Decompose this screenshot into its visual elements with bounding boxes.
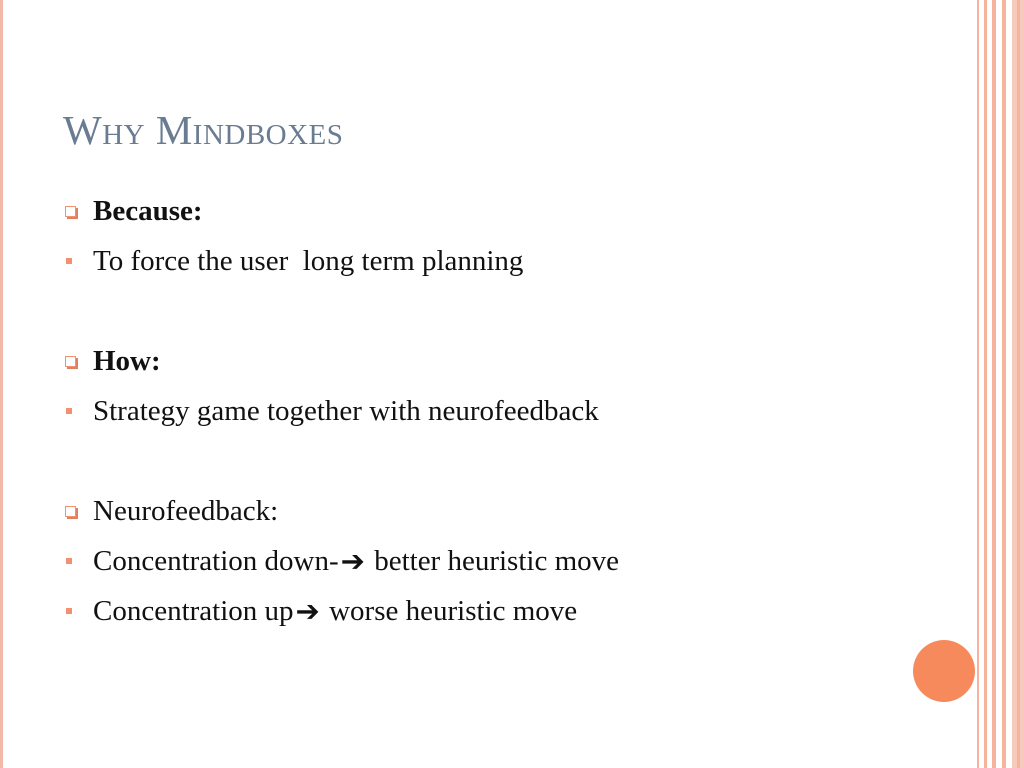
section-heading-text: How: [93,344,161,377]
list-item [62,386,922,436]
list-item-text-before: Concentration down- [93,544,339,577]
right-frame-stripe [992,0,996,768]
square-bullet-icon [62,258,93,264]
right-arrow-icon: ➔ [340,545,365,578]
box-bullet-icon [62,506,93,517]
list-item-text: To force the user long term planning [93,244,524,277]
spacer [62,436,922,486]
right-frame-stripe [977,0,979,768]
left-frame-line [0,0,3,768]
bullet-list [62,186,922,636]
right-frame-stripe [984,0,987,768]
list-item [62,586,922,636]
section-heading [62,486,922,536]
section-heading-text: Neurofeedback: [93,494,279,527]
slide-title: Why Mindboxes [63,107,344,153]
section-heading-text: Because: [93,194,203,227]
square-bullet-icon [62,408,93,414]
list-item-text: Strategy game together with neurofeedback [93,394,599,427]
list-item [62,236,922,286]
decorative-circle [913,640,975,702]
square-bullet-icon [62,608,93,614]
box-bullet-icon [62,206,93,217]
list-item-text-after: better heuristic move [366,544,620,577]
spacer [62,286,922,336]
box-bullet-icon [62,356,93,367]
list-item-text-before: Concentration up [93,594,294,627]
right-arrow-icon: ➔ [295,595,320,628]
section-heading [62,186,922,236]
section-heading [62,336,922,386]
list-item [62,536,922,586]
right-frame-stripe [1017,0,1020,768]
square-bullet-icon [62,558,93,564]
list-item-text-after: worse heuristic move [321,594,578,627]
right-frame-stripe [1002,0,1006,768]
